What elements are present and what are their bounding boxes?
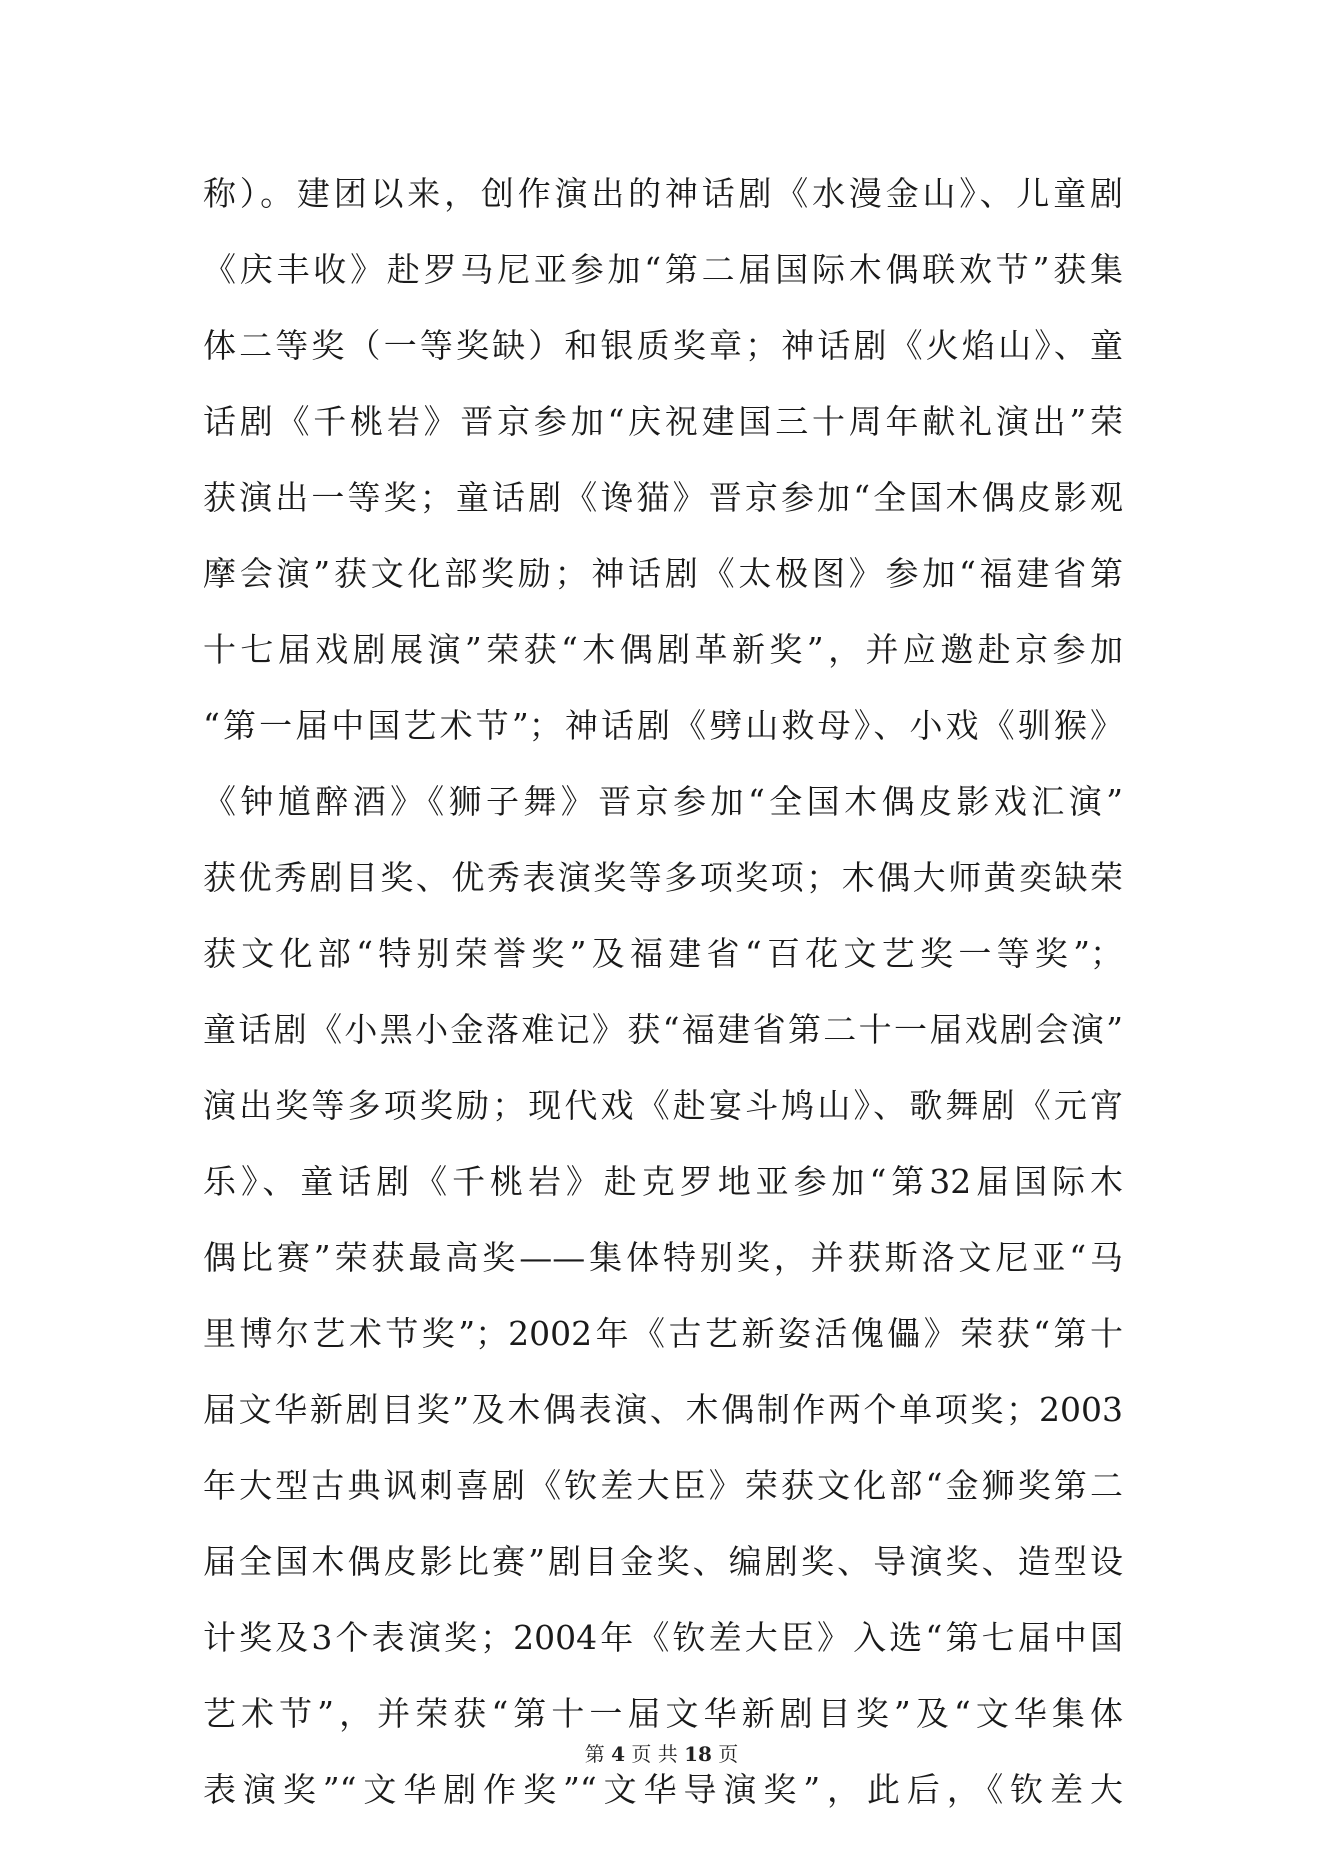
footer-suffix: 页 (718, 1742, 739, 1766)
text-line: “第一届中国艺术节”；神话剧《劈山救母》、小戏《驯猴》 (203, 706, 1123, 745)
current-page-number: 4 (611, 1742, 625, 1766)
text-line: 《庆丰收》赴罗马尼亚参加“第二届国际木偶联欢节”获集 (203, 250, 1123, 289)
text-line: 体二等奖（一等奖缺）和银质奖章；神话剧《火焰山》、童 (203, 326, 1123, 365)
text-line: 获演出一等奖；童话剧《谗猫》晋京参加“全国木偶皮影观 (203, 478, 1123, 517)
text-line: 年大型古典讽刺喜剧《钦差大臣》荣获文化部“金狮奖第二 (203, 1466, 1123, 1505)
total-pages-number: 18 (684, 1742, 712, 1766)
text-line: 届文华新剧目奖”及木偶表演、木偶制作两个单项奖；2003 (203, 1390, 1123, 1429)
text-line: 话剧《千桃岩》晋京参加“庆祝建国三十周年献礼演出”荣 (203, 402, 1123, 441)
text-line: 摩会演”获文化部奖励；神话剧《太极图》参加“福建省第 (203, 554, 1123, 593)
page-footer (0, 1742, 1323, 1766)
text-line: 《钟馗醉酒》《狮子舞》晋京参加“全国木偶皮影戏汇演” (203, 782, 1123, 821)
text-line: 称）。建团以来，创作演出的神话剧《水漫金山》、儿童剧 (203, 174, 1123, 213)
footer-middle: 页 共 (631, 1742, 678, 1766)
text-line: 艺术节”，并荣获“第十一届文华新剧目奖”及“文华集体 (203, 1694, 1123, 1733)
text-line: 计奖及3个表演奖；2004年《钦差大臣》入选“第七届中国 (203, 1618, 1123, 1657)
text-line: 里博尔艺术节奖”；2002年《古艺新姿活傀儡》荣获“第十 (203, 1314, 1123, 1353)
text-line: 演出奖等多项奖励；现代戏《赴宴斗鸠山》、歌舞剧《元宵 (203, 1086, 1123, 1125)
text-line: 表演奖”“文华剧作奖”“文华导演奖”，此后，《钦差大 (203, 1770, 1123, 1809)
text-line: 童话剧《小黑小金落难记》获“福建省第二十一届戏剧会演” (203, 1010, 1123, 1049)
text-line: 十七届戏剧展演”荣获“木偶剧革新奖”，并应邀赴京参加 (203, 630, 1123, 669)
text-line: 乐》、童话剧《千桃岩》赴克罗地亚参加“第32届国际木 (203, 1162, 1123, 1201)
text-line: 获优秀剧目奖、优秀表演奖等多项奖项；木偶大师黄奕缺荣 (203, 858, 1123, 897)
text-line: 届全国木偶皮影比赛”剧目金奖、编剧奖、导演奖、造型设 (203, 1542, 1123, 1581)
text-line: 获文化部“特别荣誉奖”及福建省“百花文艺奖一等奖”； (203, 934, 1123, 973)
footer-prefix: 第 (584, 1742, 605, 1766)
text-line: 偶比赛”荣获最高奖——集体特别奖，并获斯洛文尼亚“马 (203, 1238, 1123, 1277)
